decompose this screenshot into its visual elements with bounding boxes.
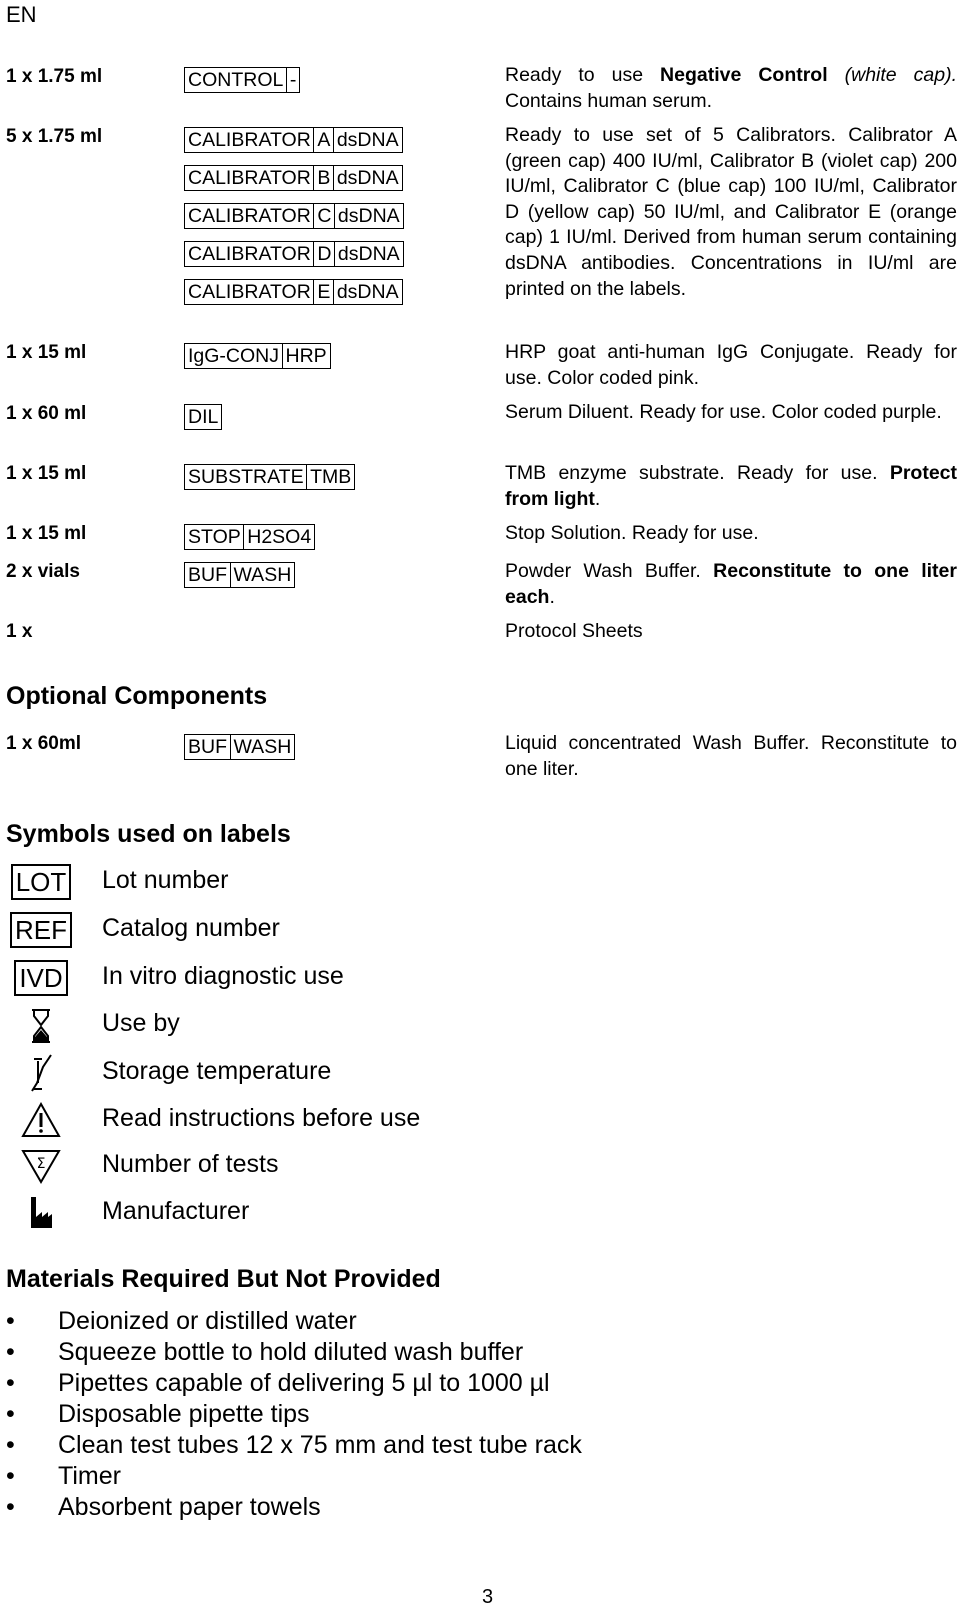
label-calibrator-b xyxy=(184,165,401,191)
materials-title: Materials Required But Not Provided xyxy=(6,1265,441,1293)
qty-optional-wash: 1 x 60ml xyxy=(6,733,81,754)
label-box: E xyxy=(313,279,334,305)
svg-text:Σ: Σ xyxy=(36,1156,46,1172)
qty-protocol: 1 x xyxy=(6,621,33,642)
list-item: • Absorbent paper towels xyxy=(6,1493,321,1521)
label-box: CALIBRATOR xyxy=(184,203,315,229)
qty-wash: 2 x vials xyxy=(6,561,80,582)
symbol-row xyxy=(10,859,72,905)
symbol-text: Manufacturer xyxy=(102,1197,250,1225)
ivd-icon: IVD xyxy=(10,956,72,1000)
label-box: H2SO4 xyxy=(243,524,315,550)
qty-control: 1 x 1.75 ml xyxy=(6,66,103,87)
label-calibrator-e xyxy=(184,279,401,305)
symbol-text: Lot number xyxy=(102,866,229,894)
temperature-icon xyxy=(10,1051,72,1095)
symbol-row xyxy=(10,1097,72,1143)
factory-icon xyxy=(10,1190,72,1234)
symbol-row xyxy=(10,1143,72,1189)
label-box: BUF xyxy=(184,562,231,588)
label-box: CALIBRATOR xyxy=(184,279,315,305)
label-stop xyxy=(184,524,314,550)
label-box: dsDNA xyxy=(333,127,403,153)
lot-icon: LOT xyxy=(10,860,72,904)
label-box: HRP xyxy=(282,343,331,369)
label-box: WASH xyxy=(230,734,296,760)
desc-control: Ready to use Negative Control (white cap). Contains human serum. xyxy=(505,64,957,112)
label-substrate xyxy=(184,464,354,490)
label-box: BUF xyxy=(184,734,231,760)
materials-list xyxy=(6,1306,582,1523)
symbol-row xyxy=(10,1050,72,1096)
label-conjugate xyxy=(184,343,329,369)
list-item: • Clean test tubes 12 x 75 mm and test tube rack xyxy=(6,1431,582,1459)
symbol-text: Use by xyxy=(102,1009,180,1037)
qty-stop: 1 x 15 ml xyxy=(6,523,87,544)
desc-calibrators: Ready to use set of 5 Calibrators. Calibrator A (green cap) 400 IU/ml, Calibrator B (violet cap) 200 IU/ml, Calibrator C (blue cap) 100 IU/ml, Calibrator D (yellow cap) 50 IU/ml, and Calibrator E (orange cap) 1 IU/ml. Derived from human serum containing dsDNA antibodies. Concentrations in IU/ml are printed on the labels. xyxy=(505,124,957,300)
label-box: dsDNA xyxy=(334,241,404,267)
symbol-row xyxy=(10,1003,72,1049)
symbol-text: Number of tests xyxy=(102,1150,279,1178)
label-box: dsDNA xyxy=(334,203,404,229)
qty-calibrators: 5 x 1.75 ml xyxy=(6,126,103,147)
list-item: • Pipettes capable of delivering 5 µl to 1000 µl xyxy=(6,1369,550,1397)
sigma-icon xyxy=(10,1144,72,1188)
qty-conjugate: 1 x 15 ml xyxy=(6,342,87,363)
symbol-text: Read instructions before use xyxy=(102,1104,421,1132)
qty-substrate: 1 x 15 ml xyxy=(6,463,87,484)
desc-diluent: Serum Diluent. Ready for use. Color coded purple. xyxy=(505,401,942,423)
desc-stop: Stop Solution. Ready for use. xyxy=(505,522,759,544)
label-calibrator-d xyxy=(184,241,402,267)
language-code: EN xyxy=(6,2,37,27)
label-box: B xyxy=(313,165,334,191)
label-box: CALIBRATOR xyxy=(184,165,315,191)
label-diluent xyxy=(184,404,221,430)
warning-icon xyxy=(10,1098,72,1142)
desc-wash: Powder Wash Buffer. Reconstitute to one liter each. xyxy=(505,560,957,608)
label-calibrator-a xyxy=(184,127,401,153)
label-wash xyxy=(184,562,294,588)
list-item: • Squeeze bottle to hold diluted wash buffer xyxy=(6,1338,524,1366)
symbol-row xyxy=(10,907,72,953)
label-control xyxy=(184,67,299,93)
symbol-text: Catalog number xyxy=(102,914,280,942)
list-item: • Deionized or distilled water xyxy=(6,1307,357,1335)
label-calibrator-c xyxy=(184,203,402,229)
desc-protocol: Protocol Sheets xyxy=(505,620,643,642)
label-box: WASH xyxy=(230,562,296,588)
label-box: CONTROL xyxy=(184,67,287,93)
label-box: C xyxy=(313,203,335,229)
ref-icon: REF xyxy=(10,908,72,952)
label-box: CALIBRATOR xyxy=(184,241,315,267)
label-box: STOP xyxy=(184,524,245,550)
symbol-row xyxy=(10,955,72,1001)
label-box: IgG-CONJ xyxy=(184,343,283,369)
desc-optional-wash: Liquid concentrated Wash Buffer. Reconstitute to one liter. xyxy=(505,732,957,780)
label-box: dsDNA xyxy=(333,165,403,191)
label-box: - xyxy=(286,67,301,93)
symbol-row xyxy=(10,1189,72,1235)
list-item: • Disposable pipette tips xyxy=(6,1400,310,1428)
label-box: D xyxy=(313,241,335,267)
symbols-title: Symbols used on labels xyxy=(6,820,291,848)
label-box: DIL xyxy=(184,404,222,430)
label-box: A xyxy=(313,127,334,153)
qty-diluent: 1 x 60 ml xyxy=(6,403,87,424)
symbol-text: In vitro diagnostic use xyxy=(102,962,344,990)
label-box: SUBSTRATE xyxy=(184,464,308,490)
page-number: 3 xyxy=(482,1586,494,1608)
desc-conjugate: HRP goat anti-human IgG Conjugate. Ready for use. Color coded pink. xyxy=(505,341,957,389)
symbol-text: Storage temperature xyxy=(102,1057,332,1085)
optional-title: Optional Components xyxy=(6,682,268,710)
label-box: dsDNA xyxy=(333,279,403,305)
list-item: • Timer xyxy=(6,1462,121,1490)
label-box: TMB xyxy=(306,464,355,490)
hourglass-icon xyxy=(10,1004,72,1048)
label-optional-wash xyxy=(184,734,294,760)
desc-substrate: TMB enzyme substrate. Ready for use. Protect from light. xyxy=(505,462,957,510)
label-box: CALIBRATOR xyxy=(184,127,315,153)
